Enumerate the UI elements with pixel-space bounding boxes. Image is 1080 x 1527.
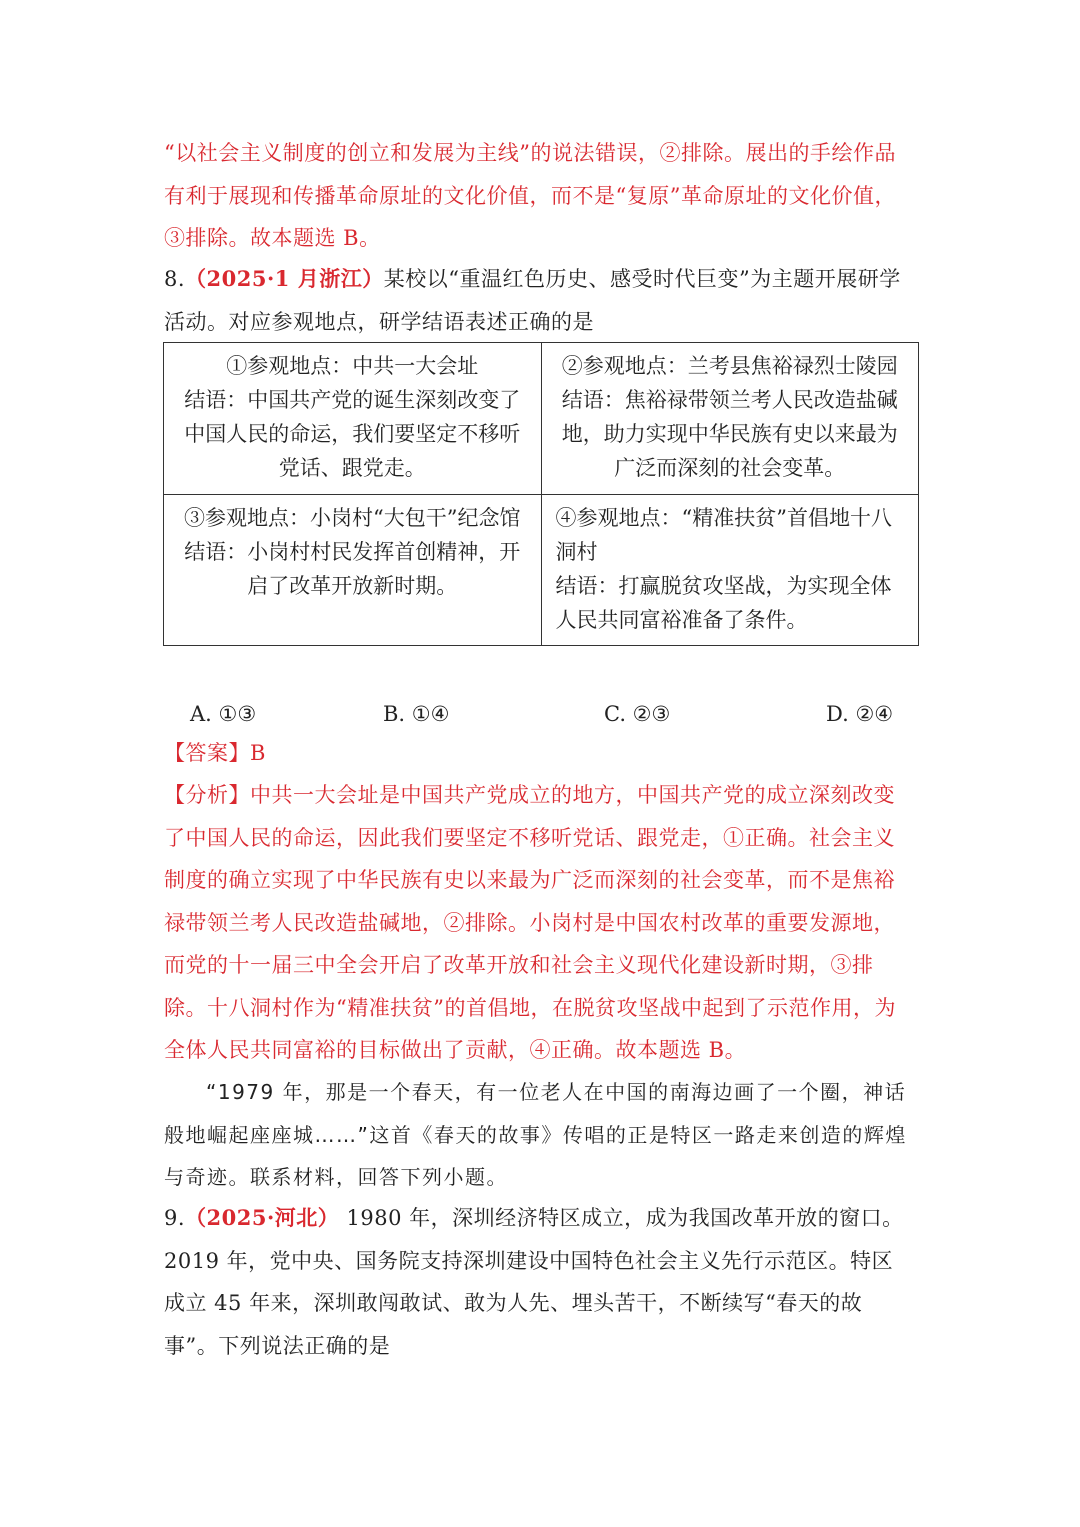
table-row <box>164 494 919 646</box>
material-text: “1979 年，那是一个春天，有一位老人在中国的南海边画了一个圈，神话般地崛起座座城……”这首《春天的故事》传唱的正是特区一路走来创造的辉煌与奇迹。联系材料，回答下列小题。 <box>164 1080 907 1189</box>
cell-2-conclusion: 结语：焦裕禄带领兰考人民改造盐碱地，助力实现中华民族有史以来最为广泛而深刻的社会变革。 <box>561 388 898 480</box>
cell-1-conclusion: 结语：中国共产党的诞生深刻改变了中国人民的命运，我们要坚定不移听党话、跟党走。 <box>184 388 521 480</box>
table-row <box>164 343 919 495</box>
question-8-source: （2025·1 月浙江） <box>185 266 384 291</box>
question-9-number: 9. <box>164 1206 186 1230</box>
question-9-source: （2025·河北） <box>185 1205 340 1230</box>
question-8-stem <box>164 258 914 343</box>
question-8-text: 某校以“重温红色历史、感受时代巨变”为主题开展研学活动。对应参观地点，研学结语表述正确的是 <box>164 267 901 334</box>
cell-1-place: ①参观地点：中共一大会址 <box>226 354 479 378</box>
question-8-number: 8. <box>164 267 186 291</box>
cell-2-place: ②参观地点：兰考县焦裕禄烈士陵园 <box>561 354 898 378</box>
question-9-stem <box>164 1197 914 1367</box>
table-cell-4 <box>541 494 919 646</box>
cell-3-place: ③参观地点：小岗村“大包干”纪念馆 <box>184 505 521 530</box>
cell-4-conclusion: 结语：打赢脱贫攻坚战，为实现全体人民共同富裕准备了条件。 <box>555 573 892 632</box>
question-8-answer: 【答案】B <box>164 741 266 765</box>
cell-3-conclusion: 结语：小岗村村民发挥首创精神，开启了改革开放新时期。 <box>184 539 521 598</box>
option-c: C. ②③ <box>604 702 671 726</box>
table-cell-3 <box>164 494 542 646</box>
material-passage <box>164 1071 914 1199</box>
question-8-table <box>163 342 919 646</box>
question-8-options <box>190 696 910 732</box>
cell-4-place: ④参观地点：“精准扶贫”首倡地十八洞村 <box>555 505 892 564</box>
question-9-text: 1980 年，深圳经济特区成立，成为我国改革开放的窗口。2019 年，党中央、国务院支持深圳建设中国特色社会主义先行示范区。特区成立 45 年来，深圳敢闯敢试、敢为人先、埋头苦干，不断续写“春天的故事”。下列说法正确的是 <box>164 1206 904 1358</box>
option-b: B. ①④ <box>383 702 450 726</box>
table-cell-1 <box>164 343 542 495</box>
option-a: A. ①③ <box>190 702 257 726</box>
table-cell-2 <box>541 343 919 495</box>
previous-question-analysis: “以社会主义制度的创立和发展为主线”的说法错误，②排除。展出的手绘作品有利于展现和传播革命原址的文化价值，而不是“复原”革命原址的文化价值，③排除。故本题选 B。 <box>164 141 896 250</box>
option-d: D. ②④ <box>826 702 894 726</box>
question-8-analysis: 【分析】中共一大会址是中国共产党成立的地方，中国共产党的成立深刻改变了中国人民的命运，因此我们要坚定不移听党话、跟党走，①正确。社会主义制度的确立实现了中华民族有史以来最为广泛而深刻的社会变革，而不是焦裕禄带领兰考人民改造盐碱地，②排除。小岗村是中国农村改革的重要发源地，而党的十一届三中全会开启了改革开放和社会主义现代化建设新时期，③排除。十八洞村作为“精准扶贫”的首倡地，在脱贫攻坚战中起到了示范作用，为全体人民共同富裕的目标做出了贡献，④正确。故本题选 B。 <box>164 783 896 1062</box>
